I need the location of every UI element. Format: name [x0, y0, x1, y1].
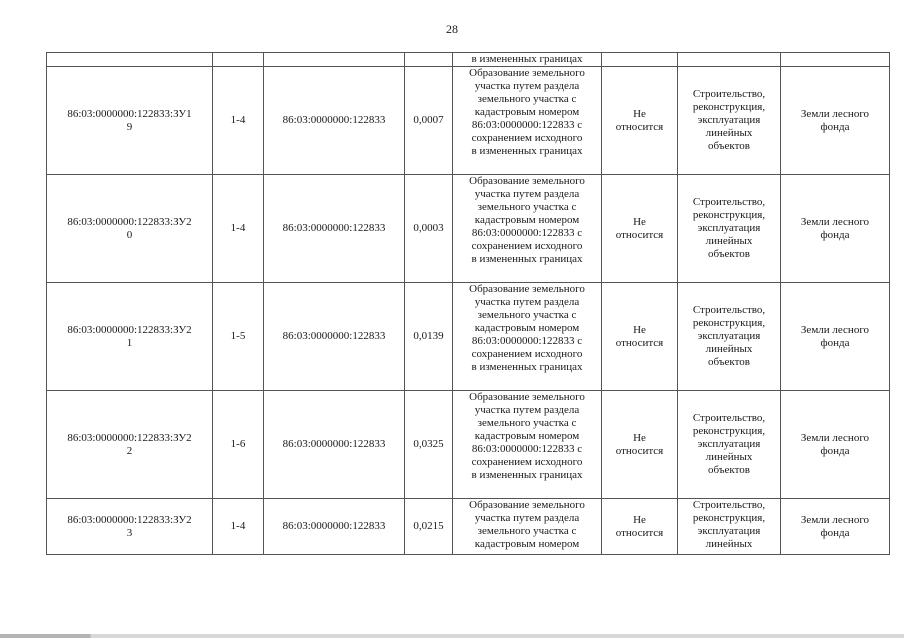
formation-method-cell-line: сохранением исходного: [471, 456, 583, 468]
cadastral-number-new-cell-line: 86:03:0000000:122833:ЗУ2: [67, 215, 192, 228]
permitted-use-cell-line: объектов: [708, 248, 750, 260]
area-cell: [405, 175, 453, 283]
formation-method-cell-line: Образование земельного: [469, 499, 585, 511]
relation-cell-line: Не: [633, 107, 646, 120]
cadastral-number-new-cell-line: 9: [126, 120, 133, 133]
formation-method-cell-line: земельного участка с: [477, 201, 577, 213]
permitted-use-cell-line: эксплуатация: [697, 525, 761, 537]
permitted-use-cell-line: реконструкция,: [692, 317, 766, 329]
cadastral-number-source-cell: [264, 175, 405, 283]
formation-method-cell-line: участка путем раздела: [474, 404, 580, 416]
table-row: [47, 499, 890, 555]
relation-cell: [602, 175, 678, 283]
permitted-use-cell: [678, 175, 781, 283]
formation-method-cell-line: 86:03:0000000:122833 с: [471, 335, 583, 347]
contour-cell-line: 1-4: [230, 520, 246, 532]
permitted-use-cell-line: Строительство,: [692, 196, 766, 208]
permitted-use-cell-line: реконструкция,: [692, 425, 766, 437]
cadastral-number-new-cell: [47, 499, 213, 555]
formation-method-cell: [453, 67, 602, 175]
permitted-use-cell-line: линейных: [705, 343, 753, 355]
cadastral-number-new-cell: [47, 175, 213, 283]
cadastral-number-new-cell-line: 2: [126, 444, 133, 457]
permitted-use-cell-line: реконструкция,: [692, 512, 766, 524]
land-category-cell-line: фонда: [820, 228, 850, 241]
permitted-use-cell-line: линейных: [705, 451, 753, 463]
relation-cell-line: Не: [633, 431, 646, 444]
permitted-use-cell-line: линейных: [705, 127, 753, 139]
relation-cell-line: Не: [633, 215, 646, 228]
relation-cell: [602, 283, 678, 391]
permitted-use-cell: [678, 391, 781, 499]
formation-method-cell: [453, 175, 602, 283]
land-category-cell-line: Земли лесного: [800, 215, 870, 228]
cadastral-number-source-cell-line: 86:03:0000000:122833: [282, 520, 386, 532]
area-cell-line: 0,0139: [413, 330, 444, 342]
formation-method-cell-line: участка путем раздела: [474, 512, 580, 524]
contour-cell-line: 1-4: [230, 114, 246, 126]
formation-method-cell-line: в измененных границах: [471, 145, 583, 157]
permitted-use-cell-line: эксплуатация: [697, 222, 761, 234]
formation-method-cell-line: земельного участка с: [477, 525, 577, 537]
relation-cell-line: относится: [615, 444, 664, 457]
cadastral-number-new-cell-line: 3: [126, 526, 133, 539]
permitted-use-cell-line: Строительство,: [692, 499, 766, 511]
permitted-use-cell-line: реконструкция,: [692, 101, 766, 113]
area-cell-line: 0,0003: [413, 222, 444, 234]
formation-method-cell-line: земельного участка с: [477, 417, 577, 429]
relation-cell: [602, 499, 678, 555]
formation-method-cell-line: 86:03:0000000:122833 с: [471, 227, 583, 239]
land-category-cell: [781, 499, 890, 555]
formation-method-cell-line: Образование земельного: [469, 175, 585, 187]
land-category-cell-line: Земли лесного: [800, 513, 870, 526]
contour-cell: [213, 391, 264, 499]
cadastral-number-source-cell-line: 86:03:0000000:122833: [282, 114, 386, 126]
cadastral-number-new-cell: [47, 283, 213, 391]
contour-cell-line: 1-6: [230, 438, 246, 450]
permitted-use-cell-line: эксплуатация: [697, 330, 761, 342]
cadastral-number-source-cell: [264, 283, 405, 391]
area-cell: [405, 67, 453, 175]
land-category-cell: [781, 283, 890, 391]
table-row: [47, 175, 890, 283]
area-cell-line: 0,0215: [413, 520, 444, 532]
contour-cell: [213, 283, 264, 391]
land-plots-table: [46, 52, 890, 555]
land-category-cell-line: Земли лесного: [800, 323, 870, 336]
relation-cell-line: относится: [615, 228, 664, 241]
relation-cell-line: Не: [633, 323, 646, 336]
land-category-cell-line: фонда: [820, 526, 850, 539]
formation-method-cell: [453, 283, 602, 391]
area-cell-line: 0,0325: [413, 438, 444, 450]
relation-cell-line: относится: [615, 526, 664, 539]
table-row: [47, 67, 890, 175]
area-cell: [405, 499, 453, 555]
formation-method-cell-line: земельного участка с: [477, 309, 577, 321]
permitted-use-cell-line: объектов: [708, 140, 750, 152]
land-category-cell-line: фонда: [820, 444, 850, 457]
relation-cell-line: относится: [615, 120, 664, 133]
contour-cell: [213, 499, 264, 555]
method-cell-fragment: в измененных границах: [453, 53, 602, 67]
area-cell-line: 0,0007: [413, 114, 444, 126]
permitted-use-cell-line: объектов: [708, 464, 750, 476]
permitted-use-cell-line: объектов: [708, 356, 750, 368]
formation-method-cell: [453, 499, 602, 555]
contour-cell-line: 1-5: [230, 330, 246, 342]
table-row-fragment: [47, 53, 890, 67]
formation-method-cell-line: сохранением исходного: [471, 348, 583, 360]
permitted-use-cell-line: Строительство,: [692, 88, 766, 100]
permitted-use-cell-line: линейных: [705, 235, 753, 247]
land-category-cell: [781, 175, 890, 283]
table-row: [47, 391, 890, 499]
formation-method-cell-line: 86:03:0000000:122833 с: [471, 119, 583, 131]
permitted-use-cell-line: линейных: [705, 538, 753, 550]
formation-method-cell-line: сохранением исходного: [471, 132, 583, 144]
permitted-use-cell-line: Строительство,: [692, 304, 766, 316]
contour-cell-line: 1-4: [230, 222, 246, 234]
cadastral-number-source-cell: [264, 391, 405, 499]
formation-method-cell-line: кадастровым номером: [474, 214, 580, 226]
cadastral-number-new-cell-line: 86:03:0000000:122833:ЗУ1: [67, 107, 192, 120]
permitted-use-cell: [678, 283, 781, 391]
formation-method-cell-line: кадастровым номером: [474, 106, 580, 118]
cadastral-number-new-cell: [47, 67, 213, 175]
relation-cell-line: Не: [633, 513, 646, 526]
land-category-cell: [781, 391, 890, 499]
formation-method-cell-line: кадастровым номером: [474, 430, 580, 442]
cadastral-number-new-cell-line: 86:03:0000000:122833:ЗУ2: [67, 431, 192, 444]
cadastral-number-new-cell: [47, 391, 213, 499]
formation-method-cell-line: в измененных границах: [471, 361, 583, 373]
table-row: [47, 283, 890, 391]
area-cell: [405, 283, 453, 391]
formation-method-cell-line: в измененных границах: [471, 469, 583, 481]
permitted-use-cell-line: эксплуатация: [697, 114, 761, 126]
formation-method-cell: [453, 391, 602, 499]
cadastral-number-source-cell-line: 86:03:0000000:122833: [282, 438, 386, 450]
relation-cell-line: относится: [615, 336, 664, 349]
formation-method-cell-line: участка путем раздела: [474, 188, 580, 200]
cadastral-number-new-cell-line: 86:03:0000000:122833:ЗУ2: [67, 513, 192, 526]
formation-method-cell-line: Образование земельного: [469, 391, 585, 403]
relation-cell: [602, 67, 678, 175]
cadastral-number-source-cell: [264, 67, 405, 175]
formation-method-cell-line: участка путем раздела: [474, 296, 580, 308]
permitted-use-cell-line: Строительство,: [692, 412, 766, 424]
cadastral-number-new-cell-line: 1: [126, 336, 133, 349]
contour-cell: [213, 67, 264, 175]
formation-method-cell-line: кадастровым номером: [474, 538, 580, 550]
formation-method-cell-line: 86:03:0000000:122833 с: [471, 443, 583, 455]
land-category-cell: [781, 67, 890, 175]
cadastral-number-new-cell-line: 86:03:0000000:122833:ЗУ2: [67, 323, 192, 336]
cadastral-number-source-cell-line: 86:03:0000000:122833: [282, 330, 386, 342]
page-number: 28: [446, 22, 458, 36]
permitted-use-cell: [678, 499, 781, 555]
permitted-use-cell-line: эксплуатация: [697, 438, 761, 450]
formation-method-cell-line: земельного участка с: [477, 93, 577, 105]
permitted-use-cell-line: реконструкция,: [692, 209, 766, 221]
formation-method-cell-line: Образование земельного: [469, 283, 585, 295]
scan-edge-bar: [0, 634, 904, 638]
land-category-cell-line: Земли лесного: [800, 107, 870, 120]
cadastral-number-source-cell-line: 86:03:0000000:122833: [282, 222, 386, 234]
permitted-use-cell: [678, 67, 781, 175]
formation-method-cell-line: сохранением исходного: [471, 240, 583, 252]
cadastral-number-new-cell-line: 0: [126, 228, 133, 241]
land-category-cell-line: фонда: [820, 336, 850, 349]
land-category-cell-line: Земли лесного: [800, 431, 870, 444]
formation-method-cell-line: Образование земельного: [469, 67, 585, 79]
relation-cell: [602, 391, 678, 499]
formation-method-cell-line: в измененных границах: [471, 253, 583, 265]
cadastral-number-source-cell: [264, 499, 405, 555]
area-cell: [405, 391, 453, 499]
formation-method-cell-line: кадастровым номером: [474, 322, 580, 334]
formation-method-cell-line: участка путем раздела: [474, 80, 580, 92]
contour-cell: [213, 175, 264, 283]
land-category-cell-line: фонда: [820, 120, 850, 133]
